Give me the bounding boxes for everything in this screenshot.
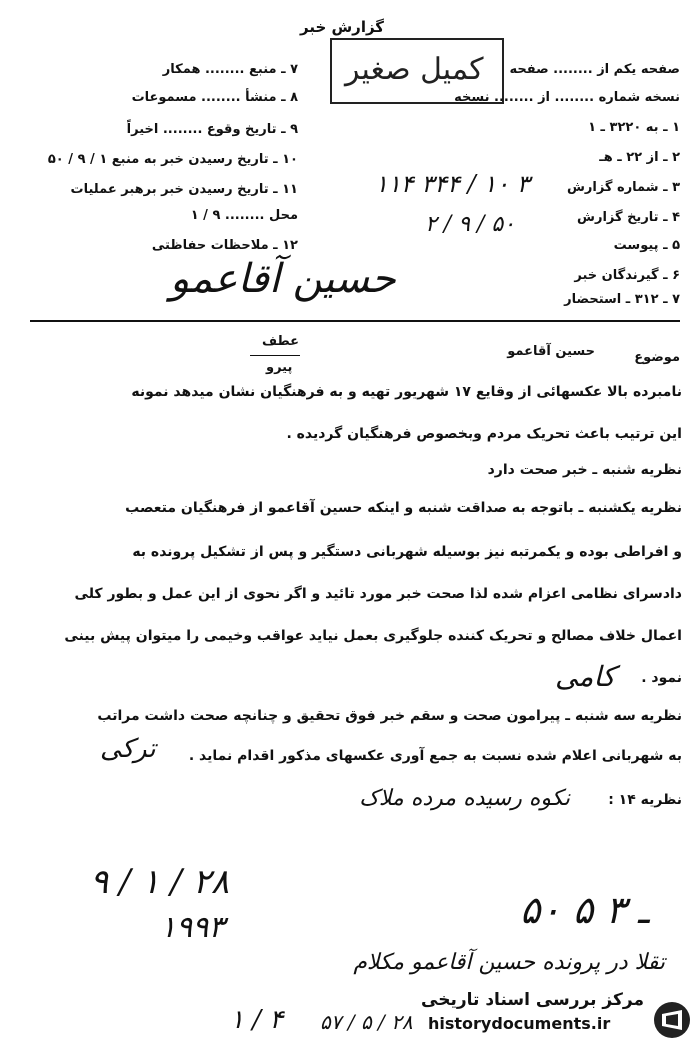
body-line-7: اعمال خلاف مصالح و تحریک کننده جلوگیری بعمل نیاید عواقب وخیمی را میتوان پیش بینی	[64, 628, 682, 644]
handwritten-note-14: نکوه رسیده مرده ملاک	[359, 786, 570, 811]
page-of-field: صفحه یکم از ........ صفحه	[509, 62, 680, 77]
receivers-detail-field: ۷ ـ ۳۱۲ ـ استحضار	[564, 292, 680, 307]
subject-value: حسین آقاعمو	[507, 344, 595, 359]
handwritten-signature-1: کامی	[555, 660, 616, 693]
stamp-text: کمیل صغیر	[345, 52, 484, 87]
document-title: گزارش خبر	[300, 18, 385, 36]
body-line-10: به شهربانی اعلام شده نسبت به جمع آوری عکسهای مذکور اقدام نماید .	[188, 748, 682, 764]
reference-divider	[250, 355, 300, 356]
copy-number-field: نسخه شماره ........ از ........ نسخه	[454, 90, 680, 105]
footer-note: تقلا در پرونده حسین آقاعمو مکلام	[353, 950, 665, 975]
security-notes-field: ۱۲ ـ ملاحظات حفاظتی	[151, 238, 298, 253]
footer-number-bottom: ۱ / ۴	[230, 1005, 284, 1035]
footer-date-left: ۹ / ۱ / ۲۸	[90, 862, 230, 902]
archive-logo-icon	[652, 1000, 692, 1040]
handwritten-signature-2: ترکی	[100, 734, 156, 764]
from-field: ۲ ـ از ۲۲ ـ هـ	[599, 150, 680, 165]
watermark-url: historydocuments.ir	[428, 1014, 611, 1033]
watermark-title: مرکز بررسی اسناد تاریخی	[421, 990, 644, 1010]
to-field: ۱ ـ به ۳۲۲۰ ـ ۱	[588, 120, 680, 135]
header-divider	[30, 320, 680, 322]
origin-field: ۸ ـ منشأ ........ مسموعات	[131, 90, 298, 105]
body-line-5: و افراطی بوده و یکمرتبه نیز بوسیله شهربانی دستگیر و پس از تشکیل پرونده به	[132, 544, 682, 560]
attachment-field: ۵ ـ پیوست	[613, 238, 680, 253]
footer-number-right: ۵۰ ـ ۳ ۵	[520, 888, 650, 932]
body-line-1: نامبرده بالا عکسهائی از وقایع ۱۷ شهریور تهیه و به فرهنگیان نشان میدهد نمونه	[131, 384, 682, 400]
report-number-field: ۳ ـ شماره گزارش	[566, 180, 680, 195]
occurrence-date-field: ۹ ـ تاریخ وقوع ........ اخیراً	[126, 122, 298, 137]
source-field: ۷ ـ منبع ........ همکار	[162, 62, 298, 77]
receivers-field: ۶ ـ گیرندگان خبر	[574, 268, 680, 283]
operations-receipt-field: ۱۱ ـ تاریخ رسیدن خبر برهبر عملیات	[70, 182, 298, 197]
body-line-11: نظریه ۱۴ :	[608, 792, 682, 808]
handwritten-name: حسین آقاعمو	[170, 256, 396, 302]
location-field: محل ........ ۹ / ۱	[190, 208, 298, 223]
reference-label: عطف	[262, 334, 300, 349]
handwritten-report-number: ۱۱۴ ۳۴۴ / ۱۰ ۳	[375, 170, 530, 198]
body-line-4: نظریه یکشنبه ـ باتوجه به صداقت شنبه و اینکه حسین آقاعمو از فرهنگیان متعصب	[125, 500, 682, 516]
report-date-field: ۴ ـ تاریخ گزارش	[577, 210, 680, 225]
footer-number-left: ۱۹۹۳	[160, 910, 225, 945]
handwritten-report-date: ۲ / ۹ / ۵۰	[425, 212, 516, 237]
footer-number-bottom-2: ۵۷ / ۵ / ۲۸	[320, 1010, 413, 1034]
body-line-9: نظریه سه شنبه ـ پیرامون صحت و سقم خبر فوق تحقیق و چنانچه صحت داشت مراتب	[97, 708, 682, 724]
body-line-6: دادسرای نظامی اعزام شده لذا صحت خبر مورد تائید و اگر نحوی از این عمل و بطور کلی	[74, 586, 682, 602]
body-line-8: نمود .	[641, 670, 682, 686]
receipt-date-field: ۱۰ ـ تاریخ رسیدن خبر به منبع ۱ / ۹ / ۵۰	[47, 152, 298, 167]
body-line-3: نظریه شنبه ـ خبر صحت دارد	[487, 462, 682, 478]
body-line-2: این ترتیب باعث تحریک مردم وبخصوص فرهنگیان گردیده .	[286, 426, 682, 442]
followup-label: پیرو	[266, 360, 293, 375]
subject-label: موضوع	[634, 350, 680, 365]
